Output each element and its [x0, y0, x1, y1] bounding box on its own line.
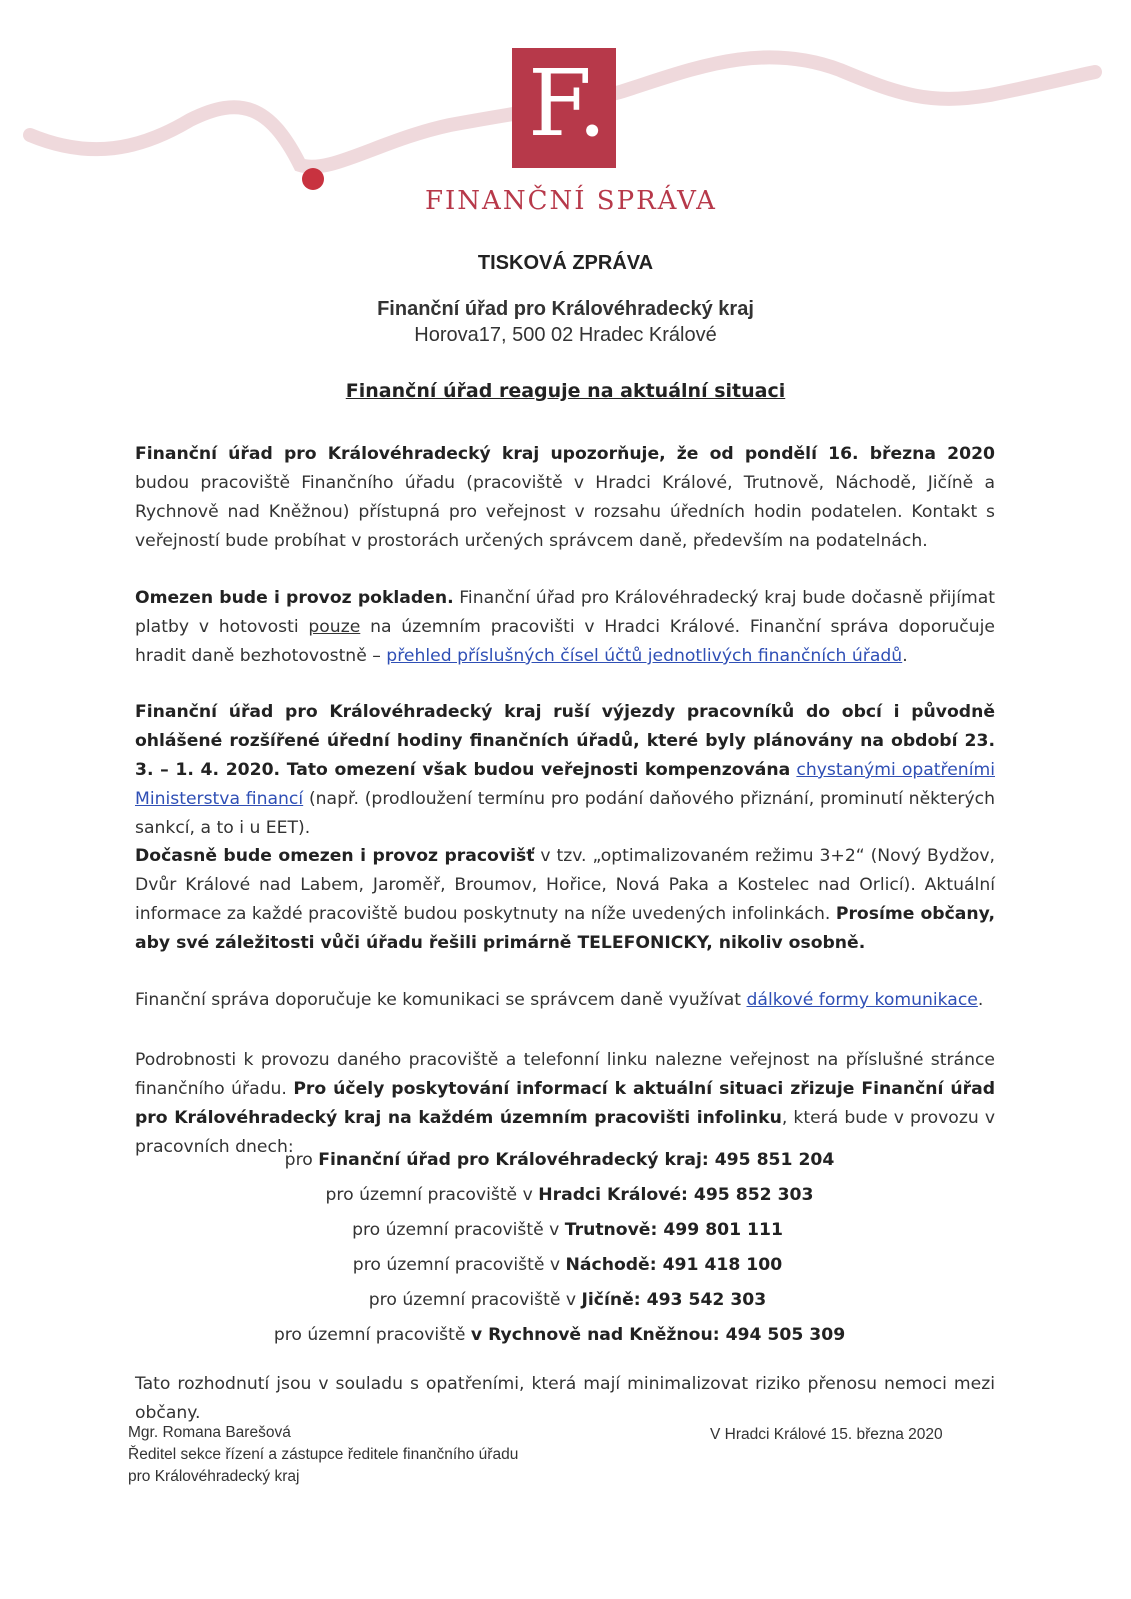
signatory-name: Mgr. Romana Barešová	[128, 1424, 291, 1441]
paragraph-cancelled-visits: Finanční úřad pro Královéhradecký kraj ruší výjezdy pracovníků do obcí i původně ohlášené rozšířené úřední hodiny finančních úřadů, které byly plánovány na období 23. 3. – 1. 4. 2020. Tato omezení však budou veřejnosti kompenzována chystanými opatřeními Ministerstva financí (např. (prodloužení termínu pro podání daňového přiznání, prominutí některých sankcí, a to i u EET).	[135, 702, 995, 838]
hotline-item: pro územní pracoviště v Náchodě: 491 418 100	[352, 1255, 783, 1275]
financni-sprava-logo: F.	[512, 48, 616, 168]
document-title: TISKOVÁ ZPRÁVA	[477, 252, 654, 274]
signature-block	[128, 1422, 518, 1488]
hotline-item: pro územní pracoviště v Jičíně: 493 542 303	[368, 1290, 767, 1310]
hotline-item: pro územní pracoviště v Trutnově: 499 801 111	[352, 1220, 783, 1240]
paragraph-cash-desk: Omezen bude i provoz pokladen. Finanční úřad pro Královéhradecký kraj bude dočasně přijímat platby v hotovosti pouze na územním pracovišti v Hradci Králové. Finanční správa doporučuje hradit daně bezhotovostně – přehled příslušných čísel účtů jednotlivých finančních úřadů.	[135, 588, 995, 666]
paragraph-limited-workplaces: Dočasně bude omezen i provoz pracovišť v tzv. „optimalizovaném režimu 3+2“ (Nový Bydžov, Dvůr Králové nad Labem, Jaroměř, Broumov, Hořice, Nová Paka a Kostelec nad Orlicí). Aktuální informace za každé pracoviště budou poskytnuty na níže uvedených infolinkách. Prosíme občany, aby své záležitosti vůči úřadu řešili primárně TELEFONICKY, nikoliv osobně.	[135, 846, 995, 953]
hotline-item: pro územní pracoviště v Hradci Králové: 495 852 303	[325, 1185, 814, 1205]
paragraph-remote-communication: Finanční správa doporučuje ke komunikaci se správcem daně využívat dálkové formy komunikace.	[135, 990, 984, 1010]
paragraph-closing: Tato rozhodnutí jsou v souladu s opatřeními, která mají minimalizovat riziko přenosu nemoci mezi občany.	[135, 1374, 995, 1423]
office-address: Horova17, 500 02 Hradec Králové	[414, 324, 717, 346]
paragraph-office-hours: Finanční úřad pro Královéhradecký kraj upozorňuje, že od pondělí 16. března 2020 budou pracoviště Finančního úřadu (pracoviště v Hradci Králové, Trutnově, Náchodě, Jičíně a Rychnově nad Kněžnou) přístupná pro veřejnost v rozsahu úředních hodin podatelen. Kontakt s veřejností bude probíhat v prostorách určených správcem daně, především na podatelnách.	[135, 444, 995, 551]
signatory-region: pro Královéhradecký kraj	[128, 1468, 300, 1485]
paragraph-infolines: Podrobnosti k provozu daného pracoviště a telefonní linku nalezne veřejnost na příslušné stránce finančního úřadu. Pro účely poskytování informací k aktuální situaci zřizuje Finanční úřad pro Královéhradecký kraj na každém územním pracovišti infolinku, která bude v provozu v pracovních dnech:	[135, 1050, 996, 1157]
signatory-role: Ředitel sekce řízení a zástupce ředitele finančního úřadu	[128, 1446, 519, 1463]
hotline-item: pro územní pracoviště v Rychnově nad Kněžnou: 494 505 309	[273, 1325, 846, 1345]
accounts-overview-link[interactable]: přehled příslušných čísel účtů jednotlivých finančních úřadů	[386, 646, 903, 666]
red-dot-decoration	[302, 168, 324, 190]
place-and-date: V Hradci Králové 15. března 2020	[710, 1426, 943, 1443]
office-name: Finanční úřad pro Královéhradecký kraj	[377, 298, 754, 320]
brand-name: FINANČNÍ SPRÁVA	[425, 186, 717, 216]
hotline-item: pro Finanční úřad pro Královéhradecký kraj: 495 851 204	[284, 1150, 835, 1170]
remote-communication-link[interactable]: dálkové formy komunikace	[746, 990, 978, 1010]
ministry-measures-link[interactable]: chystanými opatřeními Ministerstva financí	[135, 760, 995, 809]
headline: Finanční úřad reaguje na aktuální situaci	[345, 380, 786, 402]
